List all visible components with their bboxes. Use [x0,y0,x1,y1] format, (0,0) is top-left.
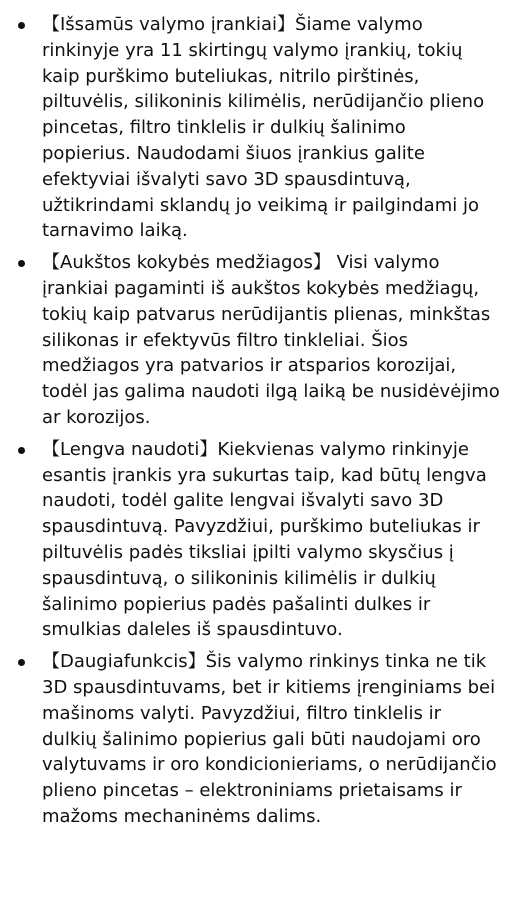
bullet-item-cleaning-tools [42,12,500,244]
bullet-text: 【Išsamūs valymo įrankiai】Šiame valymo rinkinyje yra 11 skirtingų valymo įrankių, tokių kaip purškimo buteliukas, nitrilo pirštinės, piltuvėlis, silikoninis kilimėlis, nerūdijančio plieno pincetas, filtro tinklelis ir dulkių šalinimo popierius. Naudodami šiuos įrankius galite efektyviai išvalyti savo 3D spausdintuvą, užtikrindami sklandų jo veikimą ir pailgindami jo tarnavimo laiką. [42,14,485,242]
bullet-item-easy-to-use [42,437,500,643]
bullet-item-multifunctional [42,649,500,830]
bullet-dot-icon [18,659,25,666]
bullet-text: 【Aukštos kokybės medžiagos】 Visi valymo įrankiai pagaminti iš aukštos kokybės medžiagų, tokių kaip patvarus nerūdijantis plienas, minkštas silikonas ir efektyvūs filtro tinkleliai. Šios medžiagos yra patvarios ir atsparios korozijai, todėl jas galima naudoti ilgą laiką be nusidėvėjimo ar korozijos. [42,252,500,428]
bullet-text: 【Lengva naudoti】Kiekvienas valymo rinkinyje esantis įrankis yra sukurtas taip, kad būtų lengva naudoti, todėl galite lengvai išvalyti savo 3D spausdintuvą. Pavyzdžiui, purškimo buteliukas ir piltuvėlis padės tiksliai įpilti valymo skysčius į spausdintuvą, o silikoninis kilimėlis ir dulkių šalinimo popierius padės pašalinti dulkes ir smulkias daleles iš spausdintuvo. [42,438,487,641]
bullet-dot-icon [18,260,25,267]
bullet-text: 【Daugiafunkcis】Šis valymo rinkinys tinka ne tik 3D spausdintuvams, bet ir kitiems įrenginiams bei mašinoms valyti. Pavyzdžiui, filtro tinklelis ir dulkių šalinimo popierius gali būti naudojami oro valytuvams ir oro kondicionieriams, o nerūdijančio plieno pincetas – elektroniniams prietaisams ir mažoms mechaninėms dalims. [42,651,497,827]
bullet-item-materials [42,250,500,431]
bullet-dot-icon [18,22,25,29]
bullet-dot-icon [18,447,25,454]
